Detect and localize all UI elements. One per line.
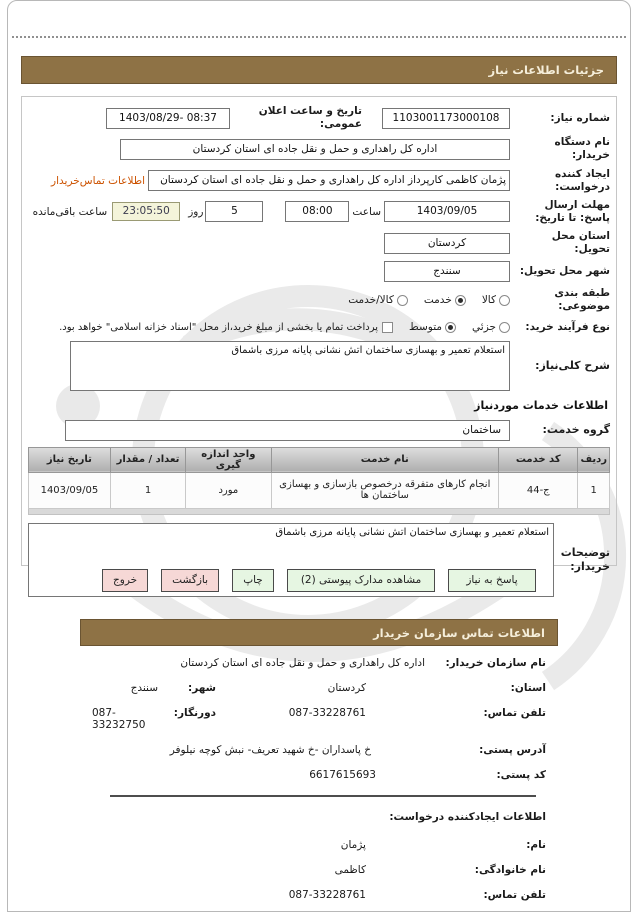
radio-service-icon[interactable] xyxy=(455,295,466,306)
row-delivery-city xyxy=(28,261,610,282)
hour-label: ساعت xyxy=(352,205,381,218)
row-buyer-org xyxy=(28,136,610,162)
section-header-details xyxy=(21,56,617,84)
radio-option-medium[interactable] xyxy=(409,321,456,333)
row-org-name xyxy=(92,657,546,669)
process-type-label: نوع فرآیند خرید: xyxy=(525,320,610,333)
radio-goods-icon[interactable] xyxy=(499,295,510,306)
phone-label: تلفن تماس: xyxy=(483,707,546,719)
creator-info-header: اطلاعات ایجادکننده درخواست: xyxy=(389,811,546,823)
deadline-days-field[interactable]: 5 xyxy=(205,201,263,222)
col-unit: واحد اندازه گیری xyxy=(186,447,271,472)
row-service-group xyxy=(28,420,610,441)
remaining-label: ساعت باقی‌مانده xyxy=(32,205,108,218)
treasury-checkbox[interactable] xyxy=(382,322,393,333)
row-process-type xyxy=(28,321,610,334)
row-subject-class xyxy=(28,287,610,313)
address-value: خ پاسداران -خ شهید تعریف- نبش کوچه نیلوفر xyxy=(169,744,371,756)
deadline-date-field[interactable]: 1403/09/05 xyxy=(384,201,510,222)
need-number-field[interactable]: 1103001173000108 xyxy=(382,108,510,129)
postal-code-value: 6617615693 xyxy=(309,769,376,781)
col-service-code: کد خدمت xyxy=(499,447,578,472)
radio-goods-label: کالا xyxy=(481,294,496,307)
radio-medium-icon[interactable] xyxy=(445,322,456,333)
last-name-label: نام خانوادگی: xyxy=(474,864,546,876)
cell-need-date: 1403/09/05 xyxy=(29,472,111,508)
row-first-name xyxy=(92,839,546,851)
address-label: آدرس پستی: xyxy=(479,744,546,756)
service-group-field[interactable]: ساختمان xyxy=(65,420,510,441)
city-label: شهر: xyxy=(188,682,216,694)
radio-option-partial[interactable] xyxy=(472,321,510,333)
col-quantity: تعداد / مقدار xyxy=(110,447,185,472)
postal-code-label: کد پستی: xyxy=(496,769,546,781)
deadline-label: مهلت ارسال پاسخ: تا تاریخ: xyxy=(535,198,610,224)
need-desc-textarea[interactable]: استعلام تعمیر و بهسازی ساختمان اتش نشانی پایانه مرزی باشماق xyxy=(70,341,510,391)
treasury-checkbox-option[interactable] xyxy=(59,322,393,333)
row-deadline xyxy=(28,199,610,225)
province-label: استان: xyxy=(510,682,546,694)
details-title: جزئیات اطلاعات نیاز xyxy=(488,63,604,77)
print-button[interactable]: چاپ xyxy=(232,569,274,592)
radio-goods-service-icon[interactable] xyxy=(397,295,408,306)
contact-divider xyxy=(110,795,536,797)
need-details-panel xyxy=(21,96,617,573)
back-button[interactable]: بازگشت xyxy=(161,569,219,592)
phone-value: 087-33228761 xyxy=(288,707,366,719)
col-row-number: ردیف xyxy=(578,447,610,472)
creator-field[interactable]: پژمان کاظمی کارپرداز اداره کل راهداری و حمل و نقل جاده ای استان کردستان xyxy=(148,170,510,191)
col-need-date: تاریخ نیاز xyxy=(29,447,111,472)
subject-class-label: طبقه بندی موضوعی: xyxy=(554,287,610,313)
first-name-label: نام: xyxy=(526,839,546,851)
services-table xyxy=(28,447,610,509)
delivery-province-field[interactable]: کردستان xyxy=(384,233,510,254)
org-name-value: اداره کل راهداری و حمل و نقل جاده ای استان کردستان xyxy=(180,657,425,669)
row-province-city xyxy=(92,682,546,694)
top-dotted-divider xyxy=(12,36,626,38)
row-delivery-province xyxy=(28,230,610,256)
buyer-notes-label: توضیحات خریدار: xyxy=(560,545,610,573)
respond-button[interactable]: پاسخ به نیاز xyxy=(448,569,536,592)
radio-option-goods[interactable] xyxy=(482,294,510,306)
buyer-org-label: نام دستگاه خریدار: xyxy=(554,136,610,162)
fax-label: دورنگار: xyxy=(173,707,216,719)
row-need-desc xyxy=(28,341,610,391)
creator-phone-label: تلفن تماس: xyxy=(483,889,546,901)
remaining-time-counter: 23:05:50 xyxy=(112,202,180,221)
row-request-creator xyxy=(28,168,610,194)
province-value: کردستان xyxy=(327,682,366,694)
last-name-value: کاظمی xyxy=(334,864,366,876)
row-creator-phone xyxy=(92,889,546,901)
cell-row-number: 1 xyxy=(578,472,610,508)
announce-label: تاریخ و ساعت اعلان عمومی: xyxy=(258,105,362,131)
table-row xyxy=(29,472,610,508)
services-table-header-row xyxy=(29,447,610,472)
delivery-city-field[interactable]: سنندج xyxy=(384,261,510,282)
row-last-name xyxy=(92,864,546,876)
radio-goods-service-label: کالا/خدمت xyxy=(348,294,394,307)
delivery-city-label: شهر محل تحویل: xyxy=(519,265,610,278)
first-name-value: پژمان xyxy=(340,839,366,851)
fax-value: 087-33232750 xyxy=(92,707,146,731)
row-phone-fax xyxy=(92,707,546,731)
table-footer-strip xyxy=(28,509,610,515)
cell-service-name: انجام کارهای متفرقه درخصوص بازسازی و بهسازی ساختمان ها xyxy=(271,472,499,508)
buyer-org-field[interactable]: اداره کل راهداری و حمل و نقل جاده ای استان کردستان xyxy=(120,139,510,160)
deadline-hour-field[interactable]: 08:00 xyxy=(285,201,349,222)
buyer-notes-textarea[interactable]: استعلام تعمیر و بهسازی ساختمان اتش نشانی پایانه مرزی باشماق xyxy=(28,523,554,597)
announce-datetime-field[interactable]: 1403/08/29- 08:37 xyxy=(106,108,230,129)
radio-partial-label: جزئي xyxy=(472,321,496,334)
radio-option-service[interactable] xyxy=(424,294,466,306)
city-value: سنندج xyxy=(130,682,158,694)
radio-medium-label: متوسط xyxy=(409,321,443,334)
org-name-label: نام سازمان خریدار: xyxy=(445,657,546,669)
row-address xyxy=(92,744,546,756)
exit-button[interactable]: خروج xyxy=(102,569,148,592)
buyer-contact-link[interactable]: اطلاعات تماس‌خریدار xyxy=(51,174,145,187)
cell-unit: مورد xyxy=(186,472,271,508)
radio-partial-icon[interactable] xyxy=(499,322,510,333)
day-label: روز xyxy=(188,205,204,218)
row-need-number xyxy=(28,105,610,131)
creator-label: ایجاد کننده درخواست: xyxy=(554,167,610,193)
col-service-name: نام خدمت xyxy=(271,447,499,472)
view-attachments-button[interactable]: مشاهده مدارک پیوستی (2) xyxy=(287,569,435,592)
need-number-label: شماره نیاز: xyxy=(550,111,610,124)
contact-title: اطلاعات تماس سازمان خریدار xyxy=(373,626,545,640)
row-postal-code xyxy=(92,769,546,781)
cell-quantity: 1 xyxy=(110,472,185,508)
service-group-label: گروه خدمت: xyxy=(542,423,610,437)
radio-option-goods-service[interactable] xyxy=(348,294,408,306)
need-desc-label: شرح کلی‌نیاز: xyxy=(535,358,610,372)
row-creator-header xyxy=(92,811,546,823)
contact-section xyxy=(92,657,546,914)
services-section-header: اطلاعات خدمات موردنیاز xyxy=(474,398,608,412)
creator-phone-value: 087-33228761 xyxy=(288,889,366,901)
section-header-contact xyxy=(80,619,558,646)
delivery-province-label: استان محل تحویل: xyxy=(551,230,610,256)
page-container xyxy=(7,0,631,912)
radio-service-label: خدمت xyxy=(423,294,452,307)
cell-service-code: ج-44 xyxy=(499,472,578,508)
treasury-checkbox-label: پرداخت تمام یا بخشی از مبلغ خرید،از محل "اسناد خزانه اسلامی" خواهد بود. xyxy=(59,321,379,333)
action-buttons-row xyxy=(8,569,630,592)
